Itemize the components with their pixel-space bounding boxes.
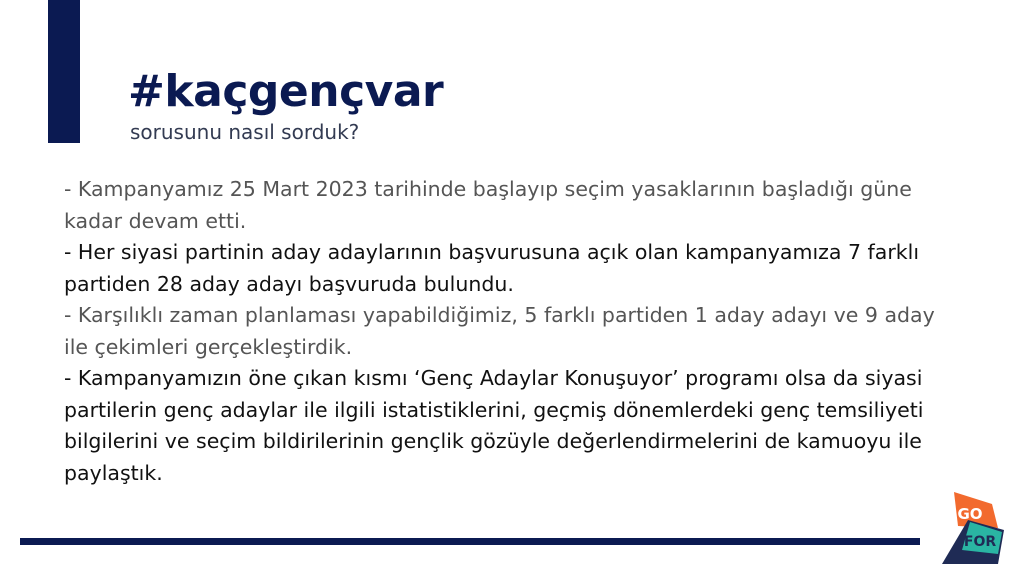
paragraph-4: - Kampanyamızın öne çıkan kısmı ‘Genç Adaylar Konuşuyor’ programı olsa da siyasi partilerin genç adaylar ile ilgili istatistiklerini, geçmiş dönemlerdeki genç temsiliyeti bilgilerini ve seçim bildirilerinin gençlik gözüyle değerlendirmelerini de kamuoyu ile paylaştık. [64, 366, 924, 485]
bottom-rule [20, 538, 920, 545]
paragraph-1: - Kampanyamız 25 Mart 2023 tarihinde başlayıp seçim yasaklarının başladığı güne kadar devam etti. [64, 177, 912, 233]
paragraph-2: - Her siyasi partinin aday adaylarının başvurusuna açık olan kampanyamıza 7 farklı partiden 28 aday adayı başvuruda bulundu. [64, 240, 920, 296]
gofor-logo [940, 492, 1006, 568]
page-title: #kaçgençvar [128, 66, 444, 117]
logo-bottom-text: FOR [963, 534, 997, 550]
page-subtitle: sorusunu nasıl sorduk? [130, 120, 360, 144]
accent-side-bar [48, 0, 80, 143]
paragraph-3: - Karşılıklı zaman planlaması yapabildiğimiz, 5 farklı partiden 1 aday adayı ve 9 aday ile çekimleri gerçekleştirdik. [64, 303, 935, 359]
body-text [64, 174, 964, 489]
logo-top-text: GO [957, 505, 983, 523]
